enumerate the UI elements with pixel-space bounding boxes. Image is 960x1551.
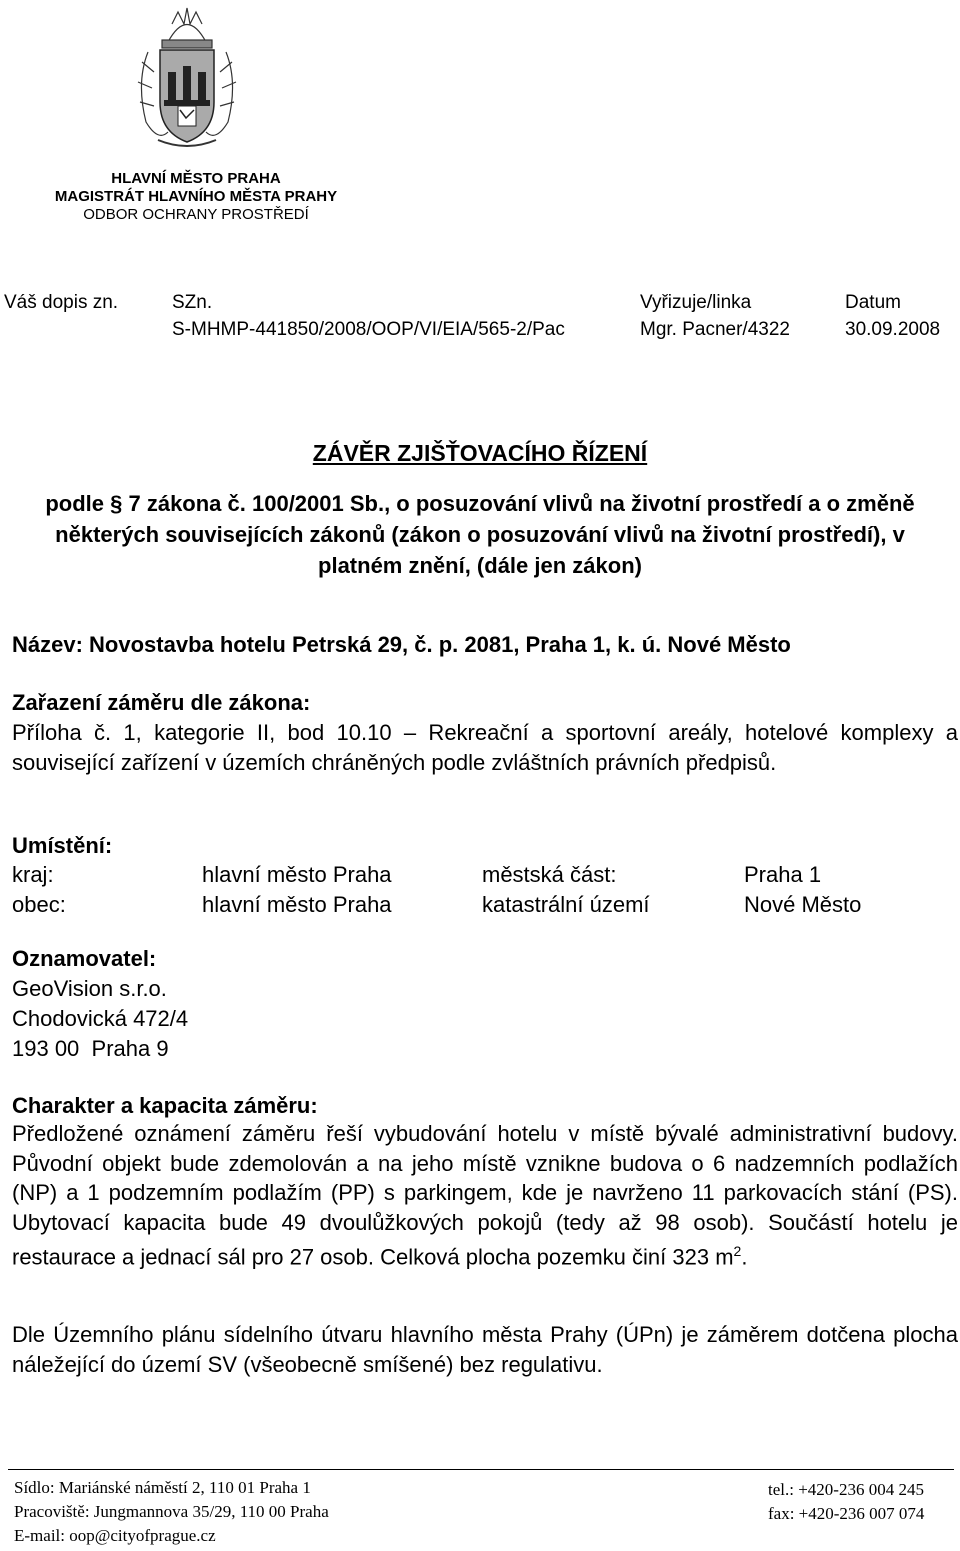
classification-heading: Zařazení záměru dle zákona:	[12, 690, 311, 715]
footer-address: Sídlo: Mariánské náměstí 2, 110 01 Praha 1	[14, 1478, 311, 1497]
district-value: Praha 1	[744, 862, 822, 887]
location-row-region	[12, 860, 952, 889]
your-letter-label: Váš dopis zn.	[4, 292, 119, 313]
notifier-name: GeoVision s.r.o.	[12, 976, 167, 1001]
org-name-city: HLAVNÍ MĚSTO PRAHA	[111, 170, 281, 187]
footer-email[interactable]: E-mail: oop@cityofprague.cz	[14, 1526, 216, 1545]
footer-workplace: Pracoviště: Jungmannova 35/29, 110 00 Praha	[14, 1502, 329, 1521]
cadastral-area-label: katastrální území	[482, 892, 650, 917]
municipality-value: hlavní město Praha	[202, 892, 392, 917]
date-value: 30.09.2008	[845, 319, 941, 340]
character-paragraph	[12, 1119, 958, 1272]
land-use-paragraph: Dle Územního plánu sídelního útvaru hlavního města Prahy (ÚPn) je záměrem dotčena plocha náležející do území SV (všeobecně smíšené) bez regulativu.	[12, 1322, 958, 1377]
project-name: Název: Novostavba hotelu Petrská 29, č. p. 2081, Praha 1, k. ú. Nové Město	[12, 632, 791, 657]
footer-divider	[8, 1469, 954, 1470]
character-end: .	[741, 1244, 748, 1270]
document-title: ZÁVĚR ZJIŠŤOVACÍHO ŘÍZENÍ	[312, 440, 648, 466]
footer-phone: tel.: +420-236 004 245	[768, 1480, 924, 1499]
org-name-department: ODBOR OCHRANY PROSTŘEDÍ	[83, 206, 309, 223]
character-heading: Charakter a kapacita záměru:	[12, 1093, 318, 1118]
region-value: hlavní město Praha	[202, 862, 392, 887]
region-label: kraj:	[12, 862, 54, 887]
location-heading: Umístění:	[12, 833, 113, 858]
character-superscript: 2	[733, 1243, 742, 1259]
legal-basis-paragraph: podle § 7 zákona č. 100/2001 Sb., o posuzování vlivů na životní prostředí a o změně některých souvisejících zákonů (zákon o posuzování vlivů na životní prostředí), v platném znění, (dále jen zákon)	[45, 491, 915, 578]
classification-text: Příloha č. 1, kategorie II, bod 10.10 – Rekreační a sportovní areály, hotelové komplexy a související zařízení v územích chráněných podle zvláštních právních předpisů.	[12, 720, 958, 775]
municipality-label: obec:	[12, 892, 66, 917]
notifier-street: Chodovická 472/4	[12, 1006, 189, 1031]
cadastral-area-value: Nové Město	[744, 892, 862, 917]
character-text: Předložené oznámení záměru řeší vybudování hotelu v místě bývalé administrativní budovy. Původní objekt bude zdemolován a na jeho místě vznikne budova o 6 nadzemních podlažích (NP) a 1 podzemním podlažím (PP) s parkingem, kde je navrženo 11 parkovacích stání (PS). Ubytovací kapacita bude 49 dvoulůžkových pokojů (tedy až 98 osob). Součástí hotelu je restaurace a jednací sál pro 27 osob. Celková plocha pozemku činí 323 m	[12, 1121, 958, 1270]
file-ref-label: SZn.	[172, 292, 213, 313]
date-label: Datum	[845, 292, 901, 313]
prague-coat-of-arms-logo	[128, 2, 246, 152]
footer-fax: fax: +420-236 007 074	[768, 1504, 925, 1523]
district-label: městská část:	[482, 862, 617, 887]
handled-by-label: Vyřizuje/linka	[640, 292, 752, 313]
notifier-city: 193 00 Praha 9	[12, 1036, 169, 1061]
location-row-municipality	[12, 890, 952, 919]
handled-by-value: Mgr. Pacner/4322	[640, 319, 790, 340]
file-ref-value: S-MHMP-441850/2008/OOP/VI/EIA/565-2/Pac	[172, 319, 565, 340]
notifier-heading: Oznamovatel:	[12, 946, 157, 971]
org-name-magistrate: MAGISTRÁT HLAVNÍHO MĚSTA PRAHY	[54, 188, 338, 205]
